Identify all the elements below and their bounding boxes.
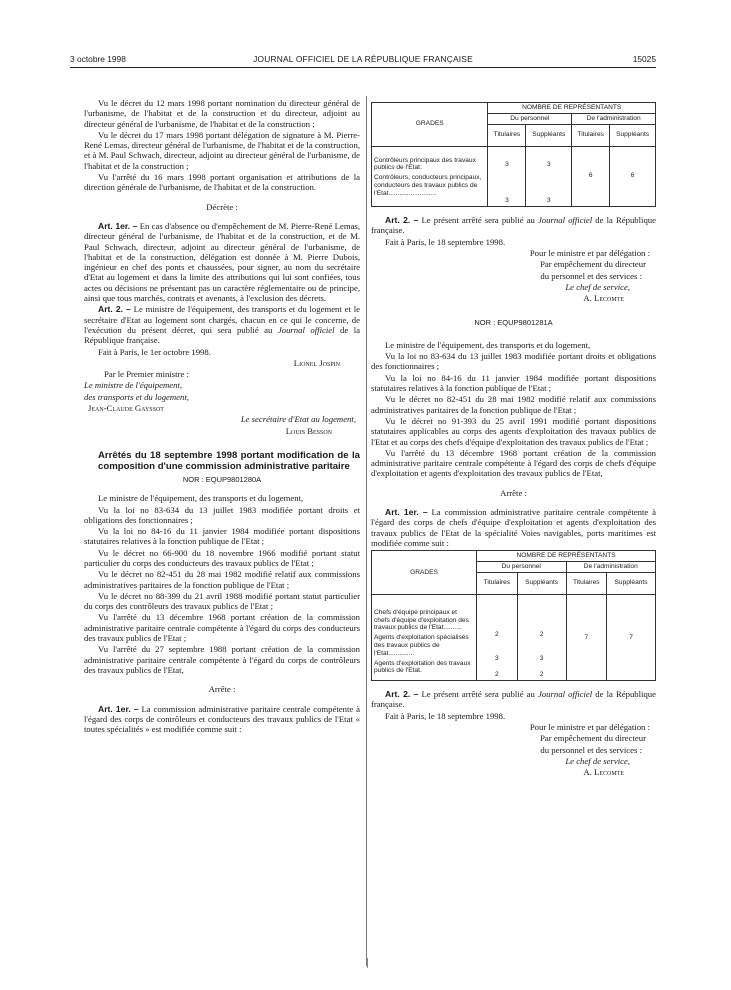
paragraph: Vu l'arrêté du 13 décembre 1968 portant création de la commission administrative paritaire centrale compétente à l'égard du corps des conducteurs des travaux publics de l'Etat ; bbox=[84, 612, 360, 644]
article-2 bbox=[371, 689, 656, 710]
paragraph: Vu le décret no 91-393 du 25 avril 1991 modifié portant dispositions statutaires applicables au corps des agents d'exploitation des travaux publics de l'Etat et au corps des chefs d'équipe d'exploitation des travaux publics de l'Etat ; bbox=[371, 415, 656, 447]
arrete-heading: Arrête : bbox=[500, 487, 527, 498]
representatives-header: NOMBRE DE REPRÉSENTANTS bbox=[488, 103, 656, 114]
paragraph: Vu la loi no 84-16 du 11 janvier 1984 modifiée portant dispositions statutaires relatives à la fonction publique de l'Etat ; bbox=[371, 372, 656, 394]
nor-reference: NOR : EQUP9801281A bbox=[474, 317, 553, 327]
suppleants-header: Suppléants bbox=[517, 572, 566, 594]
decrete-heading: Décrète : bbox=[206, 201, 238, 212]
article-text: Le présent arrêté sera publié au bbox=[421, 689, 535, 700]
article-text: La commission administrative paritaire centrale compétente à l'égard des corps de chefs d'équipe d'exploitation et agents d'exploitation des travaux publics de l'Etat de la spécialité Voies navigables, ports maritimes est modifiée comme suit : bbox=[371, 507, 656, 548]
grade-label: Contrôleurs principaux des travaux publics de l'Etat. bbox=[374, 156, 476, 172]
article-label: Art. 1er. – bbox=[385, 507, 428, 518]
paragraph: Vu l'arrêté du 13 décembre 1968 portant création de la commission administrative paritaire centrale compétente à l'égard des corps de chefs d'équipe d'exploitation et agents d'exploitation des travaux publics de l'Etat, bbox=[371, 447, 656, 479]
signature-line: du personnel et des services : bbox=[540, 270, 642, 281]
journal-title: JOURNAL OFFICIEL DE LA RÉPUBLIQUE FRANÇAISE bbox=[253, 54, 473, 64]
journal-name: Journal officiel bbox=[537, 215, 593, 226]
article-text: La commission administrative paritaire centrale compétente à l'égard des corps de contrôleurs et conducteurs des travaux publics de l'Etat « toutes spécialités » est modifiée comme suit : bbox=[84, 703, 360, 735]
personnel-tit-cell bbox=[477, 594, 518, 680]
titulaires-header: Titulaires bbox=[477, 572, 518, 594]
article-label: Art. 1er. – bbox=[98, 220, 138, 231]
header-rule bbox=[70, 67, 656, 68]
grades-header: GRADES bbox=[372, 103, 488, 147]
paragraph: Vu le décret du 12 mars 1998 portant nomination du directeur général de l'urbanisme, de l'habitat et de la construction et du directeur, adjoint au directeur général de l'urbanisme, de l'habitat et de la construction ; bbox=[84, 98, 360, 129]
column-divider bbox=[366, 96, 367, 966]
article-text: de la République française. bbox=[371, 689, 657, 710]
article-text: Le présent arrêté sera publié au bbox=[421, 215, 535, 226]
page-number: 15025 bbox=[632, 54, 656, 64]
article-1 bbox=[84, 221, 360, 303]
journal-name: Journal officiel bbox=[277, 324, 335, 335]
personnel-sup-cell bbox=[526, 146, 572, 207]
done-at: Fait à Paris, le 18 septembre 1998. bbox=[385, 710, 506, 721]
value: 3 bbox=[539, 654, 544, 662]
minister-name: Jean-Claude Gayssot bbox=[88, 403, 164, 414]
admin-tit-cell: 7 bbox=[566, 594, 607, 680]
section-title: Arrêtés du 18 septembre 1998 portant modification de la composition d'une commission administrative paritaire bbox=[98, 449, 360, 472]
value: 3 bbox=[495, 654, 499, 662]
minister-title: Le ministre de l'équipement, bbox=[84, 380, 183, 391]
left-column bbox=[84, 98, 360, 735]
article-1 bbox=[371, 507, 656, 548]
article-text: Le ministre de l'équipement, des transports et du logement et le secrétaire d'Etat au logement sont chargés, chacun en ce qui le concerne, de l'exécution du présent décret, qui sera publié au bbox=[84, 304, 360, 335]
by-pm: Par le Premier ministre : bbox=[104, 369, 189, 380]
suppleants-header: Suppléants bbox=[526, 124, 572, 146]
grades-cell bbox=[372, 594, 477, 680]
personnel-header: Du personnel bbox=[477, 562, 566, 573]
arrete-heading: Arrête : bbox=[208, 684, 236, 695]
secretary-name: Louis Besson bbox=[285, 425, 332, 436]
value: 2 bbox=[495, 671, 499, 679]
value: 2 bbox=[539, 671, 544, 679]
representatives-table-1 bbox=[371, 102, 656, 207]
article-label: Art. 2. – bbox=[385, 689, 419, 700]
signature-name: A. Lecomte bbox=[583, 293, 624, 304]
grades-cell bbox=[372, 146, 488, 207]
grades-header: GRADES bbox=[372, 551, 477, 595]
secretary-title: Le secrétaire d'Etat au logement, bbox=[240, 414, 356, 425]
administration-header: De l'administration bbox=[566, 562, 655, 573]
paragraph: Vu la loi no 83-634 du 13 juillet 1983 modifiée portant droits et obligations des fonctionnaires ; bbox=[84, 504, 360, 525]
article-text: de la République française. bbox=[84, 324, 360, 346]
paragraph: Vu le décret no 66-900 du 18 novembre 1966 modifié portant statut particulier du corps des conducteurs des travaux publics de l'Etat ; bbox=[84, 547, 360, 568]
personnel-header: Du personnel bbox=[488, 113, 572, 124]
article-label: Art. 2. – bbox=[385, 215, 419, 226]
paragraph: Vu le décret no 82-451 du 28 mai 1982 modifié relatif aux commissions administratives paritaires de la fonction publique de l'Etat ; bbox=[371, 394, 656, 415]
signature-pm: Lionel Jospin bbox=[293, 357, 340, 368]
grade-label: Agents d'exploitation des travaux publics de l'Etat. bbox=[374, 659, 471, 675]
paragraph: Vu l'arrêté du 27 septembre 1988 portant création de la commission administrative paritaire centrale compétente à l'égard du corps de contrôleurs des travaux publics de l'Etat, bbox=[84, 644, 360, 675]
article-label: Art. 1er. – bbox=[98, 703, 139, 714]
grade-label: Contrôleurs, conducteurs principaux, conducteurs des travaux publics de l'Etat.......................... bbox=[374, 174, 482, 197]
signature-line: Le chef de service, bbox=[565, 281, 630, 292]
article-label: Art. 2. – bbox=[98, 304, 131, 315]
signature-line: Par empêchement du directeur bbox=[540, 733, 646, 744]
admin-tit-cell: 6 bbox=[572, 146, 610, 207]
signature-line: Le chef de service, bbox=[565, 755, 630, 766]
signature-line: du personnel et des services : bbox=[540, 744, 642, 755]
value: 3 bbox=[505, 160, 509, 168]
value: 2 bbox=[539, 630, 544, 638]
article-1 bbox=[84, 704, 360, 735]
article-text: En cas d'absence ou d'empêchement de M. Pierre-René Lemas, directeur général de l'urbanisme, de l'habitat et de la construction, et de M. Paul Schwach, directeur, adjoint au directeur général de l'urbanisme, de l'habitat et de la construction, délégation est donnée à M. Pierre Dubois, ingénieur en chef des ponts et chaussées, pour signer, au nom du secrétaire d'Etat au logement et dans la limite des attributions qui lui sont confiées, tous actes ou décisions ne présentant pas un caractère réglementaire ou de principe, ainsi que tous marchés, contrats et avenants, à l'exclusion des décrets. bbox=[84, 220, 360, 304]
signature-line: Par empêchement du directeur bbox=[540, 259, 646, 270]
signature-line: Pour le ministre et par délégation : bbox=[529, 722, 650, 733]
titulaires-header: Titulaires bbox=[566, 572, 607, 594]
personnel-sup-cell bbox=[517, 594, 566, 680]
representatives-table-2 bbox=[371, 550, 656, 681]
paragraph: Vu le décret du 17 mars 1998 portant délégation de signature à M. Pierre-René Lemas, directeur général de l'urbanisme, de l'habitat et de la construction, et à M. Paul Schwach, directeur, adjoint au directeur général de l'urbanisme, de l'habitat et de la construction ; bbox=[84, 129, 360, 171]
done-at: Fait à Paris, le 1er octobre 1998. bbox=[98, 346, 211, 357]
issue-date: 3 octobre 1998 bbox=[70, 54, 126, 64]
grade-label: Agents d'exploitation spécialisés des travaux publics de l'Etat.............. bbox=[374, 634, 469, 657]
footer-mark bbox=[367, 958, 370, 968]
value: 3 bbox=[505, 197, 509, 205]
representatives-header: NOMBRE DE REPRÉSENTANTS bbox=[477, 551, 656, 562]
page-header bbox=[70, 54, 656, 68]
journal-name: Journal officiel bbox=[537, 689, 593, 700]
article-text: de la République française. bbox=[371, 215, 657, 236]
suppleants-header: Suppléants bbox=[610, 124, 656, 146]
article-2 bbox=[84, 304, 360, 345]
article-2 bbox=[371, 215, 656, 236]
grade-label: Chefs d'équipe principaux et chefs d'équipe d'exploitation des travaux publics de l'Etat.......... bbox=[374, 608, 469, 632]
paragraph: Vu l'arrêté du 16 mars 1998 portant organisation et attributions de la direction générale de l'urbanisme, de l'habitat et de la construction. bbox=[84, 172, 360, 193]
paragraph: Vu la loi no 84-16 du 11 janvier 1984 modifiée portant dispositions statutaires relatives à la fonction publique de l'Etat ; bbox=[84, 526, 360, 547]
value: 3 bbox=[546, 160, 551, 168]
signature-name: A. Lecomte bbox=[583, 767, 624, 778]
titulaires-header: Titulaires bbox=[572, 124, 610, 146]
paragraph: Le ministre de l'équipement, des transports et du logement, bbox=[98, 493, 304, 504]
nor-reference: NOR : EQUP9801280A bbox=[182, 474, 262, 484]
signature-line: Pour le ministre et par délégation : bbox=[529, 248, 650, 259]
suppleants-header: Suppléants bbox=[607, 572, 656, 594]
right-column bbox=[371, 100, 656, 779]
admin-sup-cell: 6 bbox=[610, 146, 656, 207]
admin-sup-cell: 7 bbox=[607, 594, 656, 680]
value: 3 bbox=[546, 197, 551, 205]
done-at: Fait à Paris, le 18 septembre 1998. bbox=[385, 236, 506, 247]
paragraph: Vu le décret no 88-399 du 21 avril 1988 modifié portant statut particulier du corps des contrôleurs des travaux publics de l'Etat ; bbox=[84, 590, 360, 612]
paragraph: Vu le décret no 82-451 du 28 mai 1982 modifié relatif aux commissions administratives paritaires de la fonction publique de l'Etat ; bbox=[84, 569, 360, 590]
personnel-tit-cell bbox=[488, 146, 526, 207]
paragraph: Le ministre de l'équipement, des transports et du logement, bbox=[385, 339, 591, 350]
titulaires-header: Titulaires bbox=[488, 124, 526, 146]
minister-title: des transports et du logement, bbox=[84, 391, 189, 402]
value: 2 bbox=[495, 630, 499, 638]
administration-header: De l'administration bbox=[572, 113, 656, 124]
paragraph: Vu la loi no 83-634 du 13 juillet 1983 modifiée portant droits et obligations des fonctionnaires ; bbox=[371, 351, 656, 372]
